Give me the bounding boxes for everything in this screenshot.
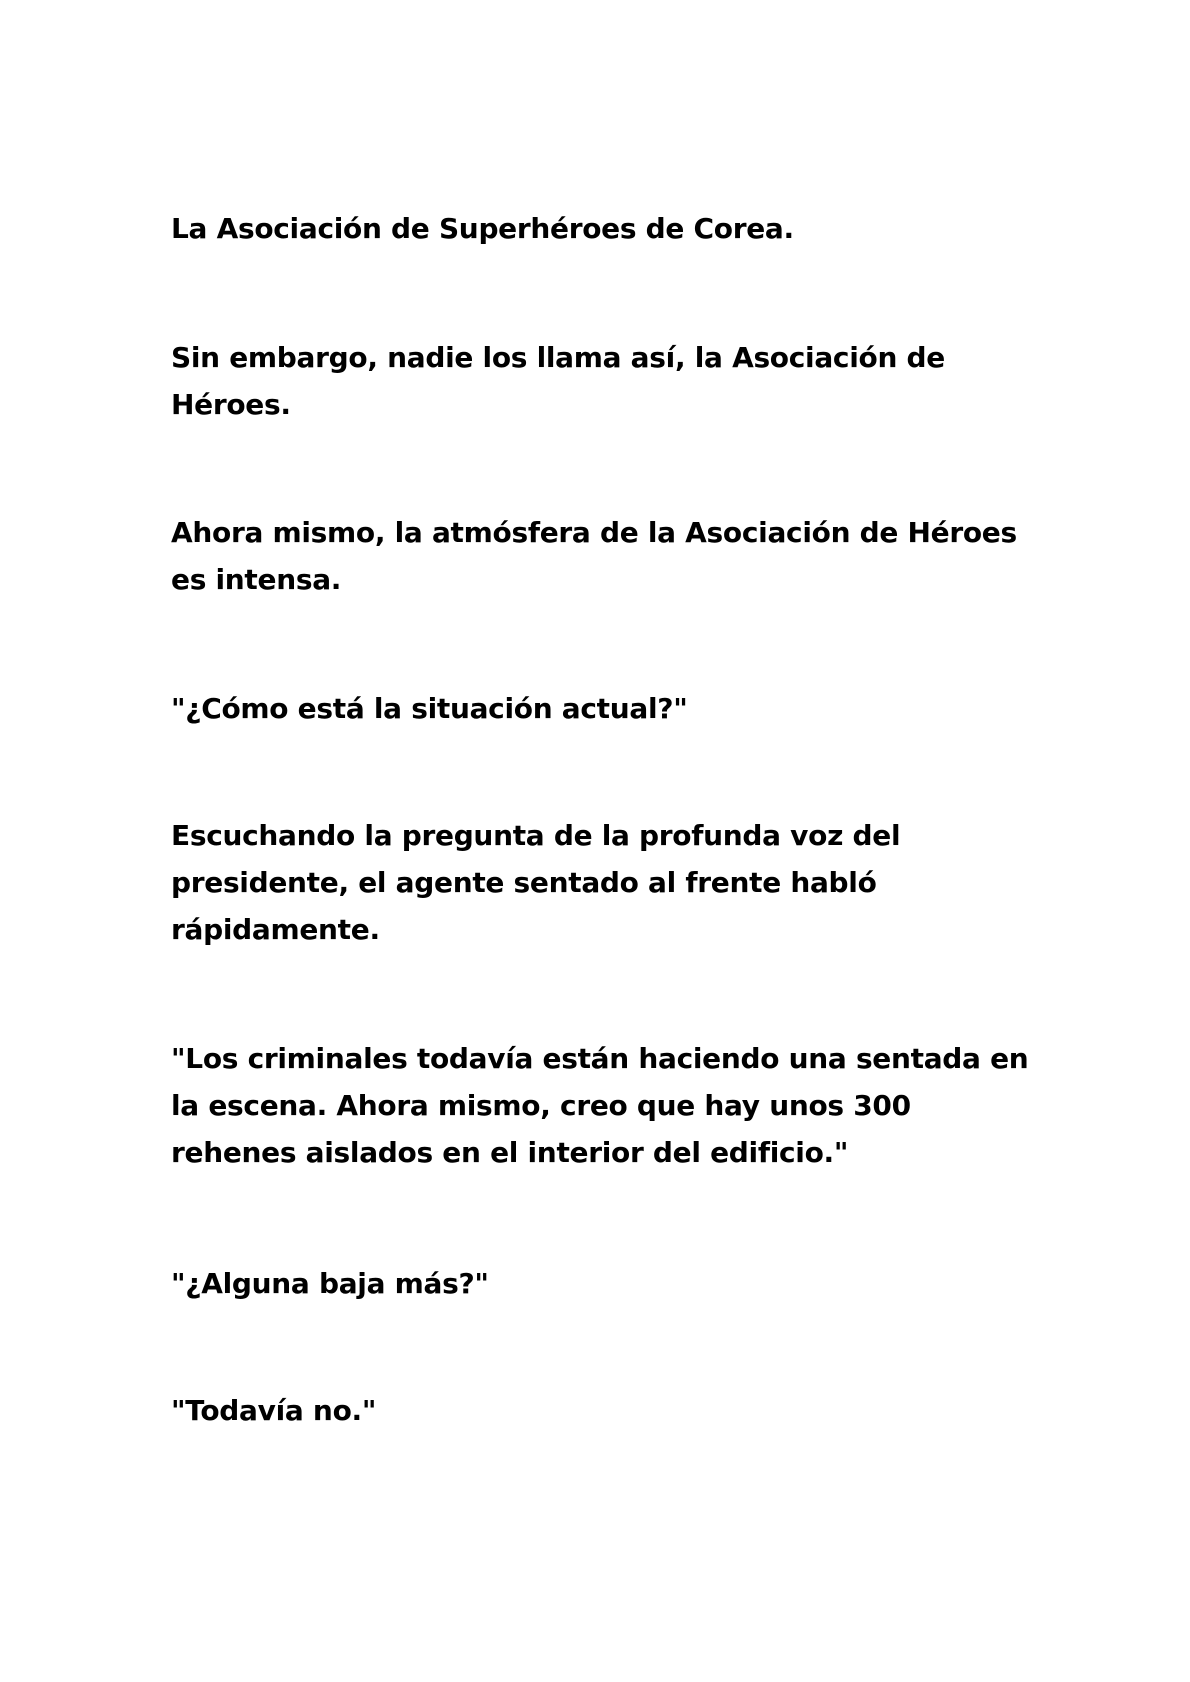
paragraph-7: "¿Alguna baja más?" <box>171 1267 489 1300</box>
paragraph-6: "Los criminales todavía están haciendo una sentada en la escena. Ahora mismo, creo que hay unos 300 rehenes aislados en el interior del edificio." <box>171 1042 1029 1169</box>
paragraph-5: Escuchando la pregunta de la profunda voz del presidente, el agente sentado al frente habló rápidamente. <box>171 819 901 946</box>
paragraph-1: La Asociación de Superhéroes de Corea. <box>171 212 794 245</box>
paragraph-2: Sin embargo, nadie los llama así, la Asociación de Héroes. <box>171 341 945 421</box>
paragraph-3: Ahora mismo, la atmósfera de la Asociación de Héroes es intensa. <box>171 516 1017 596</box>
paragraph-8: "Todavía no." <box>171 1394 377 1427</box>
paragraph-4: "¿Cómo está la situación actual?" <box>171 692 688 725</box>
